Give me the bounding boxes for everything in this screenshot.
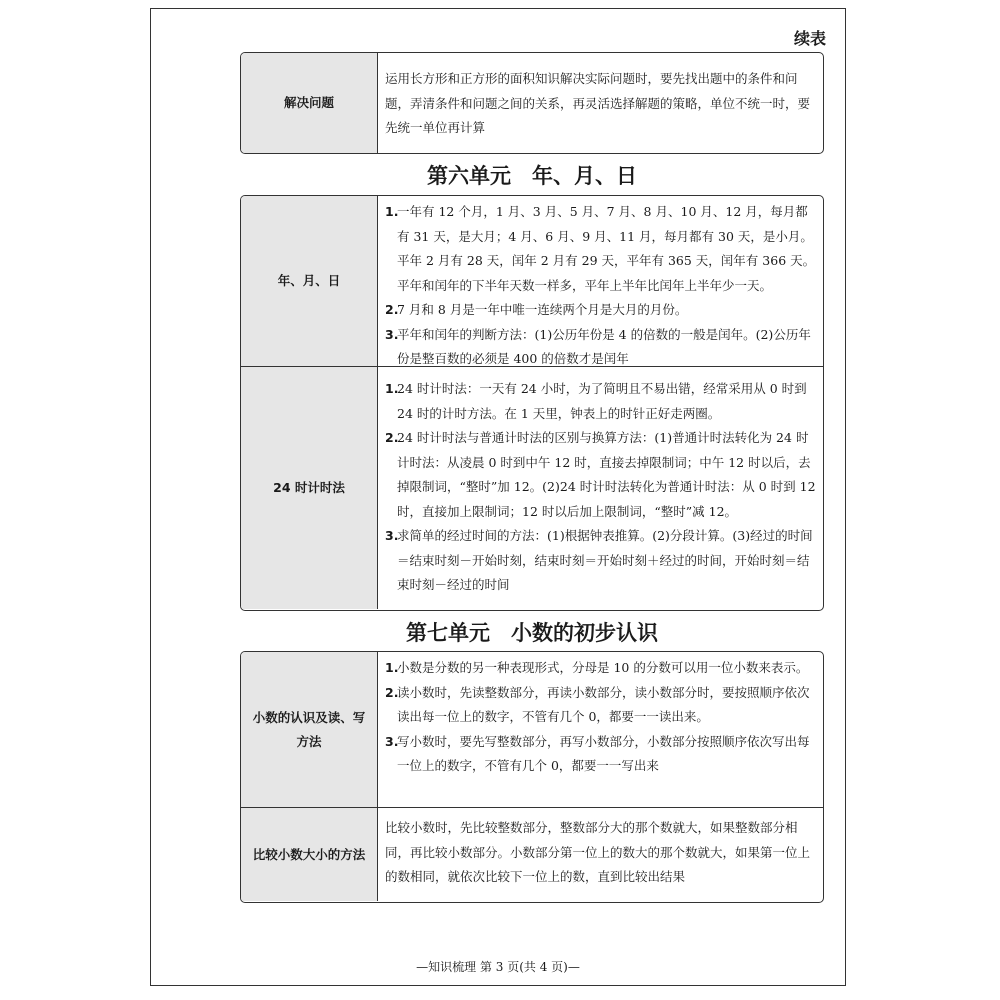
row-content: 比较小数时，先比较整数部分，整数部分大的那个数就大，如果整数部分相同，再比较小数部分。小数部分第一位上的数大的那个数就大，如果第一位上的数相同，就依次比较下一位上的数，直到比较出结果 <box>385 820 811 884</box>
table-row <box>241 366 823 609</box>
row-content: 运用长方形和正方形的面积知识解决实际问题时，要先找出题中的条件和问题，弄清条件和问题之间的关系，再灵活选择解题的策略，单位不统一时，要先统一单位再计算 <box>385 71 811 135</box>
row-label: 24 时计时法 <box>241 367 378 609</box>
item-number: 1. <box>385 660 399 675</box>
item-text: 24 时计时法与普通计时法的区别与换算方法：(1)普通计时法转化为 24 时计时法：从凌晨 0 时到中午 12 时，直接去掉限制词；中午 12 时以后，去掉限制词，“整时”加 12。(2)24 时计时法转化为普通计时法：从 0 时到 12 时，直接加上限制词；12 时以后加上限制词，“整时”减 12。 <box>397 430 816 519</box>
row-content <box>378 652 823 807</box>
item-text: 一年有 12 个月，1 月、3 月、5 月、7 月、8 月、10 月、12 月，每月都有 31 天，是大月；4 月、6 月、9 月、11 月，每月都有 30 天，是小月。平年 2 月有 28 天，闰年 2 月有 29 天，平年有 365 天，闰年有 366 天。平年和闰年的下半年天数一样多，平年上半年比闰年上半年少一天。 <box>397 204 816 293</box>
list-item <box>385 426 817 524</box>
table-row <box>241 807 823 901</box>
list-item <box>385 681 817 730</box>
row-content <box>378 196 823 366</box>
table-row <box>241 196 823 366</box>
item-number: 2. <box>385 430 399 445</box>
list-item <box>385 200 817 298</box>
list-item <box>385 377 817 426</box>
item-text: 小数是分数的另一种表现形式，分母是 10 的分数可以用一位小数来表示。 <box>397 660 809 675</box>
item-text: 7 月和 8 月是一年中唯一连续两个月是大月的月份。 <box>397 302 688 317</box>
list-item <box>385 656 817 681</box>
item-text: 求简单的经过时间的方法：(1)根据钟表推算。(2)分段计算。(3)经过的时间＝结束时刻－开始时刻，结束时刻＝开始时刻＋经过的时间，开始时刻＝结束时刻－经过的时间 <box>397 528 813 592</box>
table-row <box>241 652 823 807</box>
unit6-table <box>240 195 824 611</box>
continued-table-label: 续表 <box>794 29 827 48</box>
list-item <box>385 323 817 372</box>
item-text: 读小数时，先读整数部分，再读小数部分，读小数部分时，要按照顺序依次读出每一位上的数字，不管有几个 0，都要一一读出来。 <box>397 684 810 724</box>
row-label: 小数的认识及读、写方法 <box>241 652 378 807</box>
unit7-title: 第七单元 小数的初步认识 <box>406 620 658 645</box>
item-number: 1. <box>385 381 399 396</box>
item-number: 3. <box>385 528 399 543</box>
item-text: 平年和闰年的判断方法：(1)公历年份是 4 的倍数的一般是闰年。(2)公历年份是整百数的必须是 400 的倍数才是闰年 <box>397 326 811 366</box>
row-label: 比较小数大小的方法 <box>241 808 378 901</box>
item-number: 3. <box>385 733 399 749</box>
continued-table <box>240 52 824 154</box>
item-number: 2. <box>385 684 399 700</box>
item-number: 2. <box>385 302 399 317</box>
list-item <box>385 524 817 598</box>
unit6-title: 第六单元 年、月、日 <box>427 163 637 188</box>
page-footer: —知识梳理 第 3 页(共 4 页)— <box>416 960 580 974</box>
item-text: 写小数时，要先写整数部分，再写小数部分，小数部分按照顺序依次写出每一位上的数字，不管有几个 0，都要一一写出来 <box>397 733 810 773</box>
row-content <box>378 367 823 609</box>
unit7-table <box>240 651 824 903</box>
item-number: 3. <box>385 326 399 342</box>
item-number: 1. <box>385 204 399 219</box>
item-text: 24 时计时法：一天有 24 小时，为了简明且不易出错，经常采用从 0 时到 24 时的计时方法。在 1 天里，钟表上的时针正好走两圈。 <box>397 381 807 421</box>
table-row <box>241 53 823 153</box>
list-item <box>385 730 817 779</box>
list-item <box>385 298 817 323</box>
row-label: 年、月、日 <box>241 196 378 366</box>
row-label: 解决问题 <box>241 53 378 153</box>
